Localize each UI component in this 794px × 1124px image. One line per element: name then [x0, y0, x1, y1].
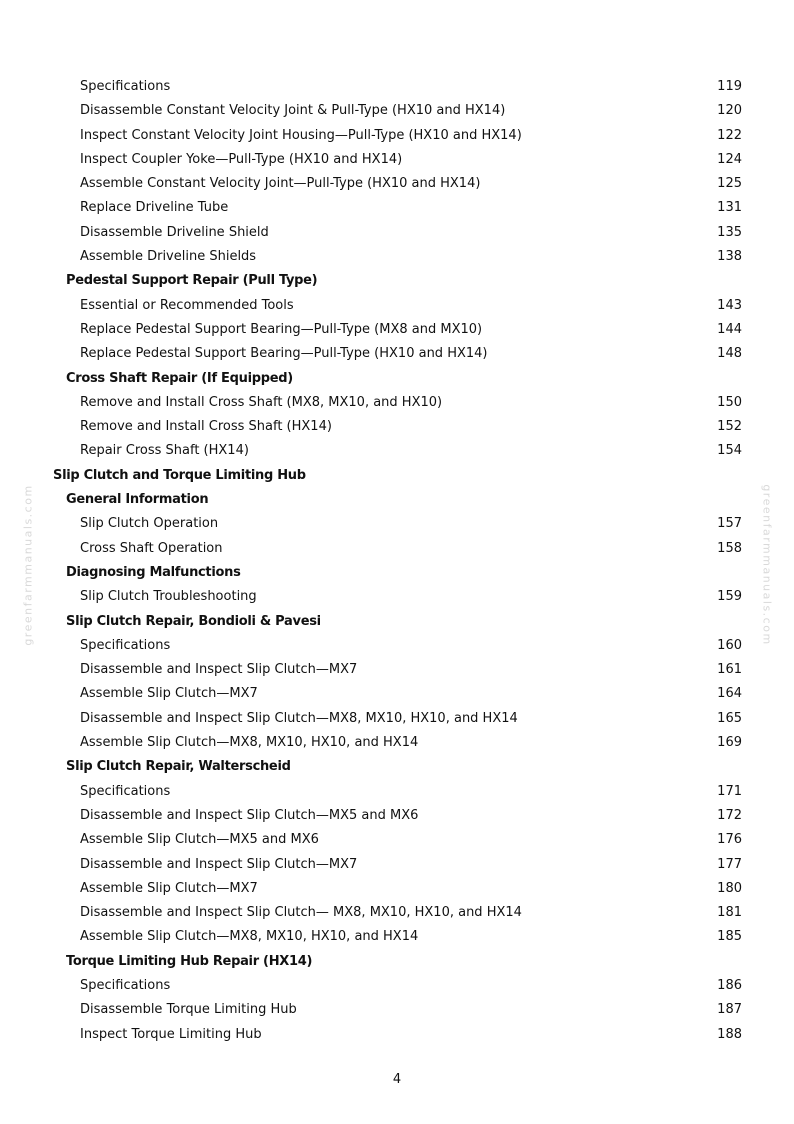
toc-entry-page-number: 150: [717, 394, 742, 410]
toc-entry-title: Replace Driveline Tube: [80, 200, 229, 216]
toc-chapter[interactable]: [0, 464, 794, 488]
toc-entry[interactable]: [0, 780, 794, 804]
toc-entry[interactable]: [0, 707, 794, 731]
toc-entry-page-number: 138: [717, 249, 742, 265]
toc-entry[interactable]: [0, 196, 794, 220]
toc-entry[interactable]: [0, 512, 794, 536]
toc-entry-title: Specifications: [80, 977, 171, 993]
toc-entry-page-number: 171: [717, 783, 742, 799]
toc-entry-page-number: 186: [717, 977, 742, 993]
toc-entry[interactable]: [0, 537, 794, 561]
toc-entry-page-number: 188: [717, 1026, 742, 1042]
toc-entry-page-number: 176: [717, 832, 742, 848]
toc-entry[interactable]: [0, 318, 794, 342]
toc-entry[interactable]: [0, 974, 794, 998]
toc-entry[interactable]: [0, 391, 794, 415]
toc-entry[interactable]: [0, 1023, 794, 1047]
toc-entry-title: Disassemble and Inspect Slip Clutch— MX8, MX10, HX10, and HX14: [80, 905, 522, 921]
toc-entry-page-number: 177: [717, 856, 742, 872]
toc-entry-title: Disassemble and Inspect Slip Clutch—MX8, MX10, HX10, and HX14: [80, 710, 518, 726]
toc-entry-title: Remove and Install Cross Shaft (HX14): [80, 419, 332, 435]
toc-entry[interactable]: [0, 877, 794, 901]
toc-entry-title: Specifications: [80, 79, 171, 94]
toc-entry-page-number: 181: [717, 905, 742, 921]
toc-entry-title: Disassemble and Inspect Slip Clutch—MX7: [80, 662, 358, 678]
toc-entry-page-number: 131: [717, 200, 742, 216]
toc-entry[interactable]: [0, 124, 794, 148]
toc-entry-title: Specifications: [80, 637, 171, 653]
page-number: 4: [392, 1072, 402, 1087]
toc-entry[interactable]: [0, 342, 794, 366]
toc-entry-page-number: 144: [717, 321, 742, 337]
toc-entry-title: Assemble Driveline Shields: [80, 249, 257, 265]
toc-entry-title: Diagnosing Malfunctions: [66, 564, 241, 580]
toc-section[interactable]: [0, 755, 794, 779]
toc-entry-title: Assemble Slip Clutch—MX7: [80, 880, 258, 896]
toc-section[interactable]: [0, 269, 794, 293]
toc-entry[interactable]: [0, 731, 794, 755]
toc-entry-page-number: 159: [717, 589, 742, 605]
toc-entry-page-number: 158: [717, 540, 742, 556]
toc-entry-title: Cross Shaft Repair (If Equipped): [66, 370, 293, 386]
toc-entry[interactable]: [0, 998, 794, 1022]
toc-entry-title: Assemble Slip Clutch—MX8, MX10, HX10, and HX14: [80, 735, 419, 751]
toc-entry-title: Replace Pedestal Support Bearing—Pull-Type (HX10 and HX14): [80, 346, 488, 362]
toc-entry[interactable]: [0, 99, 794, 123]
toc-section[interactable]: [0, 610, 794, 634]
toc-entry-title: Slip Clutch and Torque Limiting Hub: [53, 467, 306, 483]
toc-entry-title: Essential or Recommended Tools: [80, 297, 294, 313]
table-of-contents: [0, 75, 794, 1047]
toc-entry-page-number: 160: [717, 637, 742, 653]
toc-entry-title: Replace Pedestal Support Bearing—Pull-Type (MX8 and MX10): [80, 321, 483, 337]
toc-entry[interactable]: [0, 294, 794, 318]
toc-entry[interactable]: [0, 804, 794, 828]
toc-entry-title: Slip Clutch Operation: [80, 516, 219, 532]
toc-entry-title: Inspect Constant Velocity Joint Housing—Pull-Type (HX10 and HX14): [80, 127, 522, 143]
toc-entry-page-number: 161: [717, 662, 742, 678]
toc-entry-page-number: 120: [717, 103, 742, 119]
toc-entry-title: Disassemble and Inspect Slip Clutch—MX5 and MX6: [80, 807, 419, 823]
toc-entry-page-number: 169: [717, 735, 742, 751]
toc-entry-title: Slip Clutch Repair, Walterscheid: [66, 759, 291, 775]
toc-entry-title: Assemble Slip Clutch—MX5 and MX6: [80, 832, 319, 848]
toc-entry-title: Repair Cross Shaft (HX14): [80, 443, 249, 459]
toc-entry-title: Disassemble Constant Velocity Joint & Pull-Type (HX10 and HX14): [80, 103, 506, 119]
toc-entry-page-number: 135: [717, 224, 742, 240]
toc-entry-title: Slip Clutch Troubleshooting: [80, 589, 257, 605]
toc-entry-title: Disassemble Driveline Shield: [80, 224, 269, 240]
toc-entry[interactable]: [0, 901, 794, 925]
toc-entry[interactable]: [0, 658, 794, 682]
toc-entry-page-number: 165: [717, 710, 742, 726]
toc-entry-page-number: 119: [717, 79, 742, 94]
toc-entry-page-number: 124: [717, 151, 742, 167]
toc-entry[interactable]: [0, 75, 794, 99]
toc-entry[interactable]: [0, 682, 794, 706]
toc-entry-page-number: 125: [717, 176, 742, 192]
toc-entry-title: Inspect Coupler Yoke—Pull-Type (HX10 and HX14): [80, 151, 403, 167]
toc-entry[interactable]: [0, 828, 794, 852]
toc-entry-page-number: 164: [717, 686, 742, 702]
toc-entry[interactable]: [0, 439, 794, 463]
toc-entry-title: Assemble Slip Clutch—MX7: [80, 686, 258, 702]
toc-entry[interactable]: [0, 585, 794, 609]
watermark-left: greenfarmmanuals.com: [21, 484, 35, 646]
toc-entry-title: Inspect Torque Limiting Hub: [80, 1026, 262, 1042]
toc-entry-title: Disassemble and Inspect Slip Clutch—MX7: [80, 856, 358, 872]
toc-entry[interactable]: [0, 148, 794, 172]
toc-entry[interactable]: [0, 221, 794, 245]
toc-entry-title: Assemble Constant Velocity Joint—Pull-Type (HX10 and HX14): [80, 176, 481, 192]
watermark-right: greenfarmmanuals.com: [760, 484, 774, 646]
toc-entry-title: Specifications: [80, 783, 171, 799]
toc-entry-page-number: 157: [717, 516, 742, 532]
toc-entry-title: Pedestal Support Repair (Pull Type): [66, 273, 318, 289]
toc-section[interactable]: [0, 367, 794, 391]
toc-entry-title: Remove and Install Cross Shaft (MX8, MX10, and HX10): [80, 394, 443, 410]
toc-entry-title: Torque Limiting Hub Repair (HX14): [66, 953, 313, 969]
toc-entry-title: Assemble Slip Clutch—MX8, MX10, HX10, and HX14: [80, 929, 419, 945]
toc-entry-title: Slip Clutch Repair, Bondioli & Pavesi: [66, 613, 321, 629]
toc-entry-page-number: 154: [717, 443, 742, 459]
toc-entry[interactable]: [0, 415, 794, 439]
toc-entry-page-number: 122: [717, 127, 742, 143]
toc-entry[interactable]: [0, 925, 794, 949]
toc-section[interactable]: [0, 950, 794, 974]
toc-section[interactable]: [0, 488, 794, 512]
toc-entry-title: General Information: [66, 492, 209, 508]
toc-entry-page-number: 148: [717, 346, 742, 362]
toc-entry-page-number: 187: [717, 1002, 742, 1018]
toc-entry[interactable]: [0, 172, 794, 196]
toc-entry-title: Disassemble Torque Limiting Hub: [80, 1002, 297, 1018]
toc-entry-page-number: 180: [717, 880, 742, 896]
toc-entry[interactable]: [0, 634, 794, 658]
toc-entry[interactable]: [0, 853, 794, 877]
toc-section[interactable]: [0, 561, 794, 585]
toc-entry-title: Cross Shaft Operation: [80, 540, 223, 556]
toc-entry-page-number: 152: [717, 419, 742, 435]
toc-entry-page-number: 172: [717, 807, 742, 823]
toc-entry-page-number: 185: [717, 929, 742, 945]
toc-entry-page-number: 143: [717, 297, 742, 313]
toc-entry[interactable]: [0, 245, 794, 269]
